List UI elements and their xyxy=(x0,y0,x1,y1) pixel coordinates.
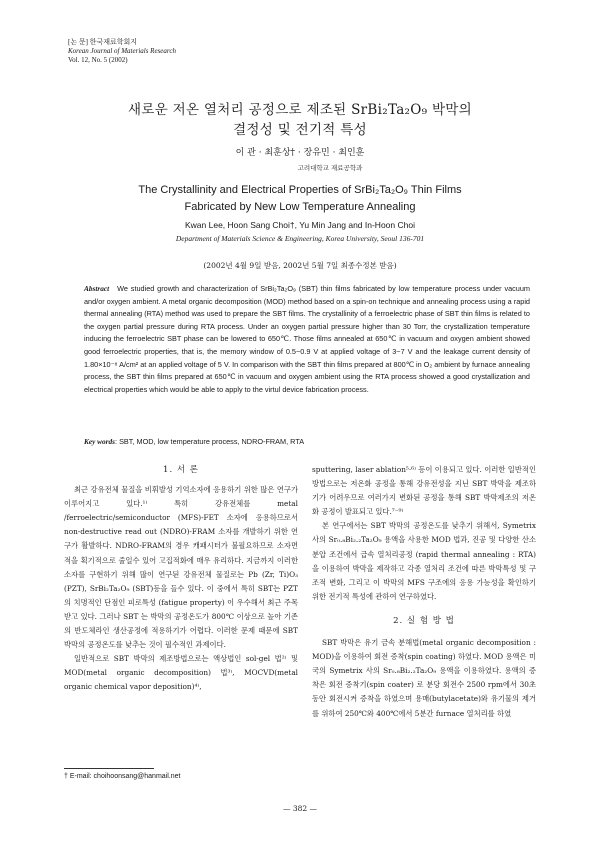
english-authors: Kwan Lee, Hoon Sang Choi†, Yu Min Jang and In-Hoon Choi xyxy=(185,220,415,230)
section-experimental-title: 2. 실 험 방 법 xyxy=(393,615,455,626)
korean-title-line2: 결정성 및 전기적 특성 xyxy=(233,122,367,138)
right-column xyxy=(312,463,536,721)
journal-header-line1: [논 문] 한국재료학회지 xyxy=(68,38,138,46)
experimental-paragraph-1: SBT 박막은 유기 금속 분해법(metal organic decomposition : MOD)을 이용하여 회전 증착(spin coating) 하였다. MOD 용액은 미국의 Symetrix 사의 Sr₀.₈Bi₂.₂Ta₂O₉ 용액을 이용하였다. 용액의 증착은 회전 증착기(spin coater) 로 분당 회전수 2500 rpm에서 30초 동안 회전시켜 증착을 하였으며 용매(butylacetate)와 유기물의 제거를 위하여 250℃와 400℃에서 5분간 furnace 열처리를 하였 xyxy=(312,638,536,718)
section-introduction-title: 1. 서 론 xyxy=(163,465,199,475)
received-dates: (2002년 4월 9일 받음, 2002년 5월 7일 최종수정본 받음) xyxy=(203,261,397,270)
journal-header-line2: Korean Journal of Materials Research xyxy=(68,47,176,55)
english-title-line1: The Crystallinity and Electrical Properties of SrBi₂Ta₂O₉ Thin Films xyxy=(138,184,462,196)
english-title xyxy=(0,182,600,216)
abstract xyxy=(84,283,530,396)
keywords-label: Key words xyxy=(84,437,116,446)
keywords-text: : SBT, MOD, low temperature process, NDRO-FRAM, RTA xyxy=(115,437,305,446)
right-paragraph-2: 본 연구에서는 SBT 박막의 공정온도를 낮추기 위해서, Symetrix 사의 Sr₀.₈Bi₂.₂Ta₂O₉ 용액을 사용한 MOD 법과, 진공 및 다양한 산소분압 조건에서 급속 열처리공정 (rapid thermal annealing : RTA) 을 이용하여 박막을 제작하고 각종 열처리 조건에 따른 박막특성 및 구조적 변화, 그리고 이 박막의 MFS 구조에의 응용 가능성을 확인하기 위한 전기적 특성에 관하여 연구하였다. xyxy=(312,521,536,601)
korean-affiliation: 고려대학교 재료공학과 xyxy=(297,164,363,172)
footnote-email: † E-mail: choihoonsang@hanmail.net xyxy=(64,773,181,780)
page-number: — 382 — xyxy=(282,804,318,813)
english-title-line2: Fabricated by New Low Temperature Annealing xyxy=(184,201,416,213)
korean-title xyxy=(0,100,600,140)
footnote-rule xyxy=(64,768,154,769)
korean-authors: 이 관 · 최훈상† · 장유민 · 최인훈 xyxy=(235,148,365,158)
korean-title-line1: 새로운 저온 열처리 공정으로 제조된 SrBi₂Ta₂O₉ 박막의 xyxy=(128,102,472,118)
right-paragraph-1: sputtering, laser ablation⁵·⁶⁾ 등이 이용되고 있다. 이러한 일반적인 방법으로는 저온화 공정을 통해 강유전성을 지닌 SBT 박막을 제조하기가 어려우므로 여러가지 변화된 공정을 통해 SBT 박막제조의 저온화 공정이 발표되고 있다.⁷⁻⁹⁾ xyxy=(312,465,536,517)
intro-paragraph-1: 최근 강유전체 물질을 비휘발성 기억소자에 응용하기 위한 많은 연구가 이루어지고 있다.¹⁾ 특히 강유전체를 metal /ferroelectric/semiconductor (MFS)-FET 소자에 응용하므로서 non-destructive read out (NDRO)-FRAM 소자를 개발하기 위한 연구가 활발하다. NDRO-FRAM의 경우 캐패시터가 불필요하므로 소자면적을 획기적으로 줄일수 있어 고집적화에 매우 유리하다. 지금까지 이러한 소자를 구현하기 위해 많이 연구된 강유전체 물질로는 Pb (Zr, Ti)O₃ (PZT), SrBi₂Ta₂O₉ (SBT)등을 들수 있다. 이 중에서 특히 SBT는 PZT 의 치명적인 단점인 피로특성 (fatigue property) 이 우수해서 최근 주목받고 있다. 그러나 SBT 는 박막의 공정온도가 800℃ 이상으로 높아 기존의 반도체라인 생산공정에 적용하기가 어렵다. 이러한 문제 때문에 SBT 박막의 공정온도를 낮추는 것이 필수적인 과제이다. xyxy=(64,485,298,650)
department: Department of Materials Science & Engineering, Korea University, Seoul 136-701 xyxy=(175,234,425,243)
left-column xyxy=(64,463,298,695)
journal-header-line3: Vol. 12, No. 5 (2002) xyxy=(68,56,128,64)
keywords xyxy=(84,437,304,446)
abstract-label: Abstract xyxy=(84,284,110,293)
journal-header xyxy=(68,38,176,65)
abstract-text: We studied growth and characterization of SrBi₂Ta₂O₉ (SBT) thin films fabricated by low temperature process under vacuum and/or oxygen ambient. A metal organic decomposition (MOD) method based on a spin-on technique and annealing process using a rapid thermal annealing (RTA) method was used to prepare the SBT films. The crystallinity of a ferroelectric phase of SBT thin films is related to the oxygen partial pressure during RTA process. Under an oxygen partial pressure higher than 30 Torr, the crystallization temperature inducing the ferroelectric SBT phase can be lowered to 650℃. Those films annealed at 650℃ in vacuum and oxygen ambient showed good ferroelectric properties, that is, the memory window of 0.5~0.9 V at applied voltage of 3~7 V and the leakage current density of 1.80×10⁻⁸ A/cm² at an applied voltage of 5 V. In comparison with the SBT thin films prepared at 800℃ in O₂ ambient by furnace annealing process, the SBT thin films prepared at 650℃ in vacuum and oxygen ambient using the RTA process showed a good crystallization and electrical properties which would be able to apply to the virtul device fabrication process. xyxy=(84,284,530,394)
intro-paragraph-2: 일반적으로 SBT 박막의 제조방법으로는 액상법인 sol-gel 법²⁾ 및 MOD(metal organic decomposition) 법³⁾, MOCVD(metal organic chemical vapor deposition)⁴⁾, xyxy=(64,654,298,692)
